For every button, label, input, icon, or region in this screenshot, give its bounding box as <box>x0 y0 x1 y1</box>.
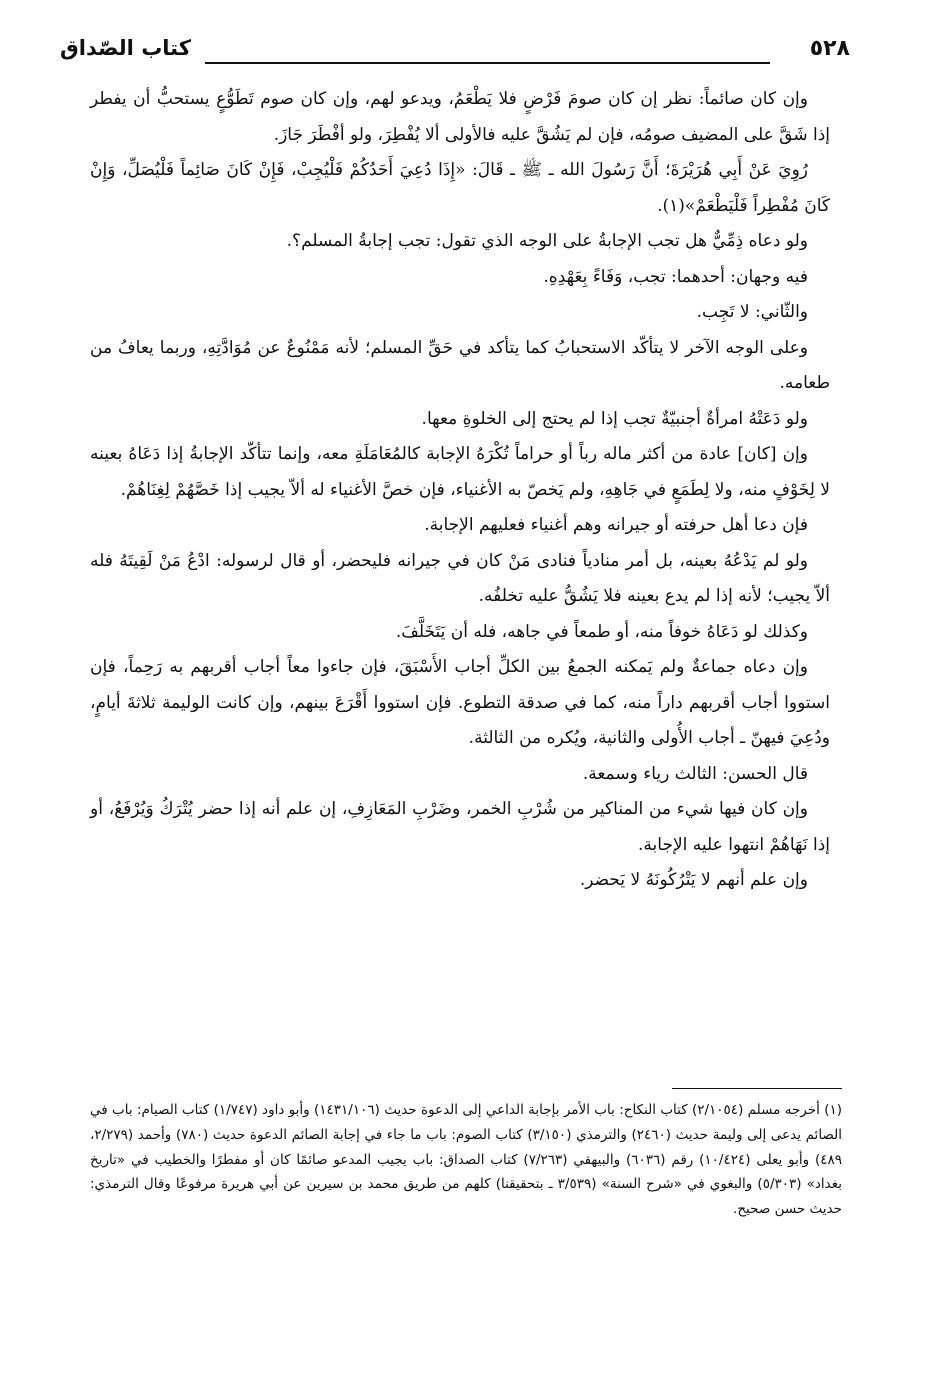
footnote-separator <box>672 1088 842 1089</box>
paragraph: وإن كان صائماً: نظر إن كان صومَ فَرْضٍ فلا يَطْعَمُ، ويدعو لهم، وإن كان صوم تَطَوُّعٍ يستحبُّ أن يفطر إذا شَقَّ على المضيف صومُه، فإن لم يَشُقَّ عليه فالأولى ألا يُفْطِرَ، ولو أفْطَرَ جَازَ. <box>90 89 830 145</box>
paragraph: ولو دعاه ذِمِّيٌّ هل تجب الإجابةُ على الوجه الذي تقول: تجب إجابةُ المسلم؟. <box>286 231 808 251</box>
paragraph: والثّاني: لا تَجِب. <box>696 302 808 322</box>
paragraph: وإن علم أنهم لا يَتْرُكُونَهُ لا يَحضر. <box>579 870 808 890</box>
header-rule <box>205 62 770 64</box>
paragraph: فيه وجهان: أحدهما: تجب، وَفَاءً بِعَهْدِهِ. <box>543 266 808 287</box>
footnote-text: (١) أخرجه مسلم (٢/١٠٥٤) كتاب النكاح: باب الأمر بإجابة الداعي إلى الدعوة حديث (١٤٣١/١٠٦) وأبو داود (١/٧٤٧) كتاب الصيام: باب في الصائم يدعى إلى وليمة حديث (٢٤٦٠) والترمذي (٣/١٥٠) كتاب الصوم: باب ما جاء في إجابة الصائم الدعوة حديث (٧٨٠) وأحمد (٢/٢٧٩، ٤٨٩) وأبو يعلى (١٠/٤٢٤) رقم (٦٠٣٦) والبيهقي (٧/٢٦٣) كتاب الصداق: باب يجيب المدعو صائمًا كان أو مفطرًا والخطيب في «تاريخ بغداد» (٥/٣٠٣) والبغوي في «شرح السنة» (٣/٥٣٩ ـ بتحقيقنا) كلهم من طريق محمد بن سيرين عن أبي هريرة مرفوعًا وقال الترمذي: حديث حسن صحيح. <box>90 1102 843 1218</box>
paragraph: وكذلك لو دَعَاهُ خوفاً منه، أو طمعاً في جاهه، فله أن يَتَخَلَّفَ. <box>395 621 808 642</box>
paragraph-hadith: رُوِيَ عَنْ أَبِي هُرَيْرَةَ؛ أَنَّ رَسُولَ الله ـ ﷺ ـ قَالَ: «إِذَا دُعِيَ أَحَدُكُمْ فَلْيُجِبْ، فَإِنْ كَانَ صَائِماً فَلْيُصَلِّ، وَإِنْ كَانَ مُفْطِراً فَلْيَطْعَمْ»(١). <box>90 160 830 216</box>
paragraph: قال الحسن: الثالث رياء وسمعة. <box>582 763 808 784</box>
paragraph: وعلى الوجه الآخر لا يتأكّد الاستحبابُ كما يتأكد في حَقِّ المسلم؛ لأنه مَمْنُوعٌ عن مُوَادَّتِهِ، وربما يعافُ من طعامه. <box>90 337 830 393</box>
page-number: ٥٢٨ <box>809 36 850 61</box>
paragraph: ولو لم يَدْعُهُ بعينه، بل أمر منادياً فنادى مَنْ كان في جيرانه فليحضر، أو قال لرسوله: ادْعُ مَنْ لَقِيتَهُ فله ألاّ يجيب؛ لأنه إذا لم يدع بعينه فلا يَشُقُّ عليه تخلفُه. <box>90 550 830 606</box>
paragraph: ولو دَعَتْهُ امرأةٌ أجنبيّةٌ تجب إذا لم يحتج إلى الخلوةِ معها. <box>421 408 808 429</box>
paragraph: فإن دعا أهل حرفته أو جيرانه وهم أغنياء فعليهم الإجابة. <box>424 515 808 535</box>
paragraph: وإن دعاه جماعةٌ ولم يَمكنه الجمعُ بين الكلِّ أجاب الأَسْبَقَ، فإن جاءوا معاً أجاب أقربهم به رَحِماً، فإن استووا أجاب أقربهم داراً منه، كما في صدقة التطوع. فإن استووا أَقْرَعَ بينهم، وإن كانت الوليمة ثلاثةَ أيامٍ، ودُعِيَ فيهنّ ـ أجاب الأُولى والثانية، ويُكره من الثالثة. <box>90 657 830 748</box>
page-header <box>60 30 850 80</box>
paragraph: وإن [كان] عادة من أكثر ماله رباً أو حراماً تُكْرَهُ الإجابة كالمُعَامَلَةِ معه، وإنما تتأكّد الإجابةُ إذا دَعَاهُ بعينه لا لِخَوْفٍ منه، ولا لِطَمَعٍ في جَاهِهِ، ولم يَخصّ به الأغنياء، فإن خصَّ الأغنياء له ألاّ يجيب إذا خَصَّهُمْ لِغِنَاهُمْ. <box>90 444 830 500</box>
footnotes <box>90 1098 842 1222</box>
paragraph: وإن كان فيها شيء من المناكير من شُرْبِ الخمر، وضَرْبِ المَعَازِفِ، إن علم أنه إذا حضر يُتْرَكُ وَيُرْفَعُ، أو إذا نَهَاهُمْ انتهوا عليه الإجابة. <box>90 799 830 855</box>
footnote <box>90 1098 842 1222</box>
chapter-title: كتاب الصّداق <box>60 36 191 60</box>
main-text <box>90 82 830 899</box>
